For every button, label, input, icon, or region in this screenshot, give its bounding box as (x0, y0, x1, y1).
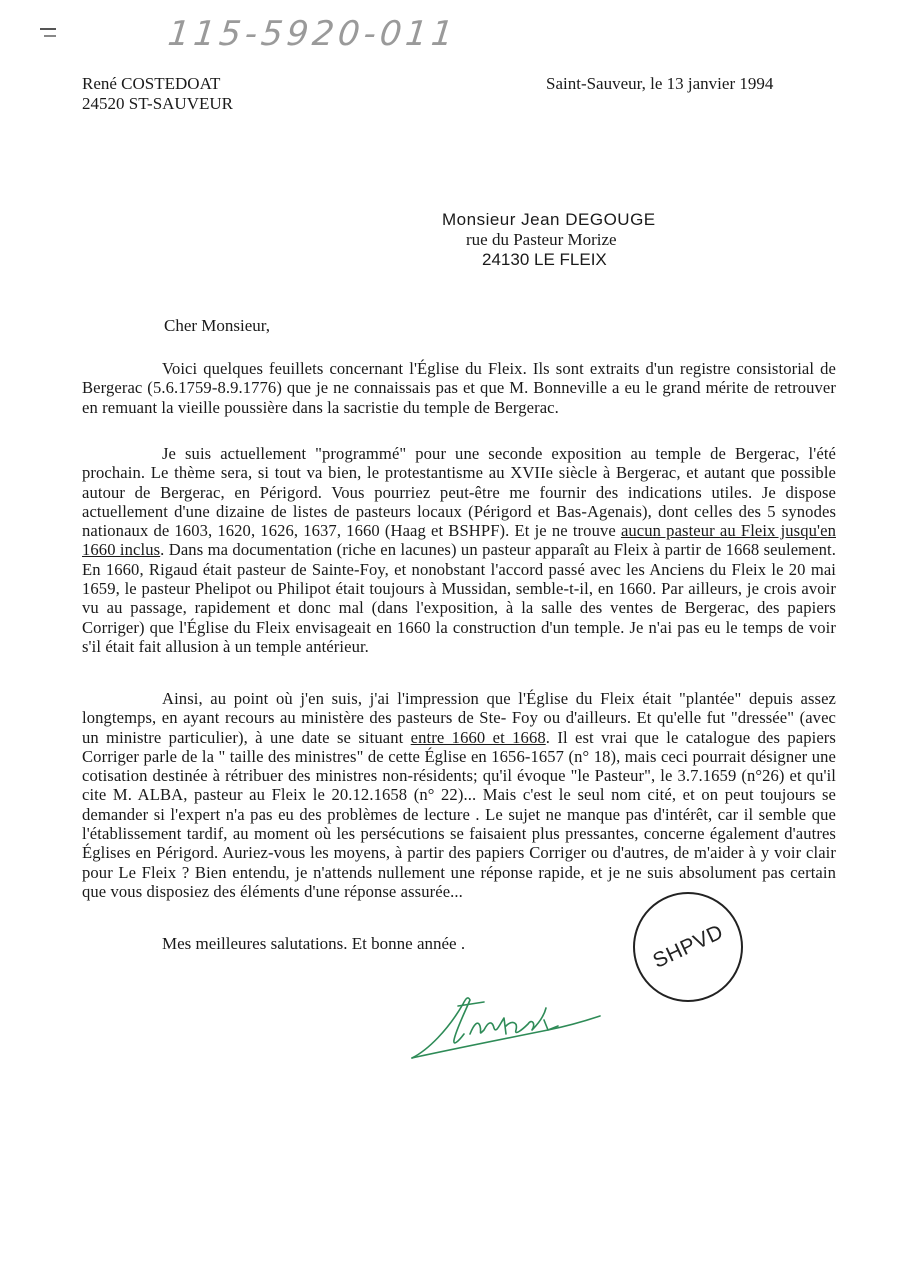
paragraph-text: Je suis actuellement "programmé" pour une seconde exposition au temple de Bergerac, l'été prochain. Le thème sera, si tout va bien, le protestantisme au XVIIe siècle à Bergerac, et autant que possible autour de Bergerac, en Périgord. Vous pourriez peut-être me fournir des indications utiles. Je dispose actuellement d'une dizaine de listes de pasteurs locaux (Périgord et Bas-Agenais), dont celles des 5 synodes nationaux de 1603, 1620, 1626, 1637, 1660 (Haag et BSHPF). Et je ne trouve (82, 444, 836, 541)
sender-address: 24520 ST-SAUVEUR (82, 94, 233, 113)
handwritten-signature (408, 990, 608, 1070)
paragraph-text: . Il est vrai que le catalogue des papiers Corriger parle de la " taille des ministres" de cette Église en 1656-1657 (n° 18), mais ceci pourrait désigner une cotisation destinée à rétribuer des ministres non-résidents; qu'il évoque "le Pasteur", le 3.7.1659 (n°26) et qu'il cite M. ALBA, pasteur au Fleix le 20.12.1658 (n° 22)... Mais c'est le seul nom cité, et on peut toujours se demander si l'expert n'a pas eu des problèmes de lecture . Le sujet ne manque pas d'intérêt, car il semble que l'établissement tardif, au moment où les persécutions se faisaient plus pressantes, concerne également d'autres Églises en Périgord. Auriez-vous les moyens, à partir des papiers Corriger ou d'autres, de m'aider à y voir clair pour Le Fleix ? Bien entendu, je n'attends nullement une réponse rapide, et je ne suis absolument pas certain que vous disposiez des éléments d'une réponse assurée... (82, 727, 836, 901)
pencil-mark (44, 35, 56, 37)
paragraph-text: Voici quelques feuillets concernant l'Église du Fleix. Ils sont extraits d'un registre consistorial de Bergerac (5.6.1759-8.9.1776) que je ne connaissais pas et que M. Bonneville a eu le grand mérite de retrouver en remuant la vieille poussière dans la sacristie du temple de Bergerac. (82, 359, 836, 417)
date-line: Saint-Sauveur, le 13 janvier 1994 (546, 74, 774, 93)
closing-line: Mes meilleures salutations. Et bonne année . (162, 934, 466, 953)
recipient-city: 24130 LE FLEIX (482, 250, 607, 269)
letter-paragraph (82, 359, 836, 417)
recipient-name: Monsieur Jean DEGOUGE (442, 210, 656, 229)
letter-paragraph (82, 689, 836, 901)
letter-paragraph (82, 444, 836, 656)
sender-name: René COSTEDOAT (82, 74, 221, 93)
salutation: Cher Monsieur, (164, 316, 271, 335)
recipient-street: rue du Pasteur Morize (466, 230, 617, 249)
pencil-mark (40, 28, 56, 30)
handwritten-reference: 115-5920-011 (165, 14, 459, 54)
underlined-text: aucun pasteur au Fleix jusqu'en 1660 inclus (82, 521, 836, 560)
underlined-text: entre 1660 et 1668 (410, 727, 546, 747)
paragraph-text: Ainsi, au point où j'en suis, j'ai l'impression que l'Église du Fleix était "plantée" depuis assez longtemps, en ayant recours au ministère des pasteurs de Ste- Foy ou d'ailleurs. Et qu'elle fut "dressée" (avec un ministre particulier), à une date se situant (82, 689, 836, 747)
stamp-text: SHPVD (648, 920, 727, 973)
sender-block (82, 74, 233, 114)
paragraph-text: . Dans ma documentation (riche en lacunes) un pasteur apparaît au Fleix à partir de 1668 seulement. En 1660, Rigaud était pasteur de Sainte-Foy, et nonobstant l'accord passé avec les Anciens du Fleix le 20 mai 1659, le pasteur Phelipot ou Philipot était toujours à Mussidan, semble-t-il, en 1660. Par ailleurs, je crois avoir vu au passage, rapidement et donc mal (dans l'exposition, à la salle des ventes de Bergerac, des papiers Corriger) que l'Église du Fleix envisageait en 1660 la construction d'un temple. Je n'ai pas eu le temps de voir s'il était fait allusion à un temple antérieur. (82, 540, 836, 656)
shpvd-stamp (633, 892, 743, 1002)
recipient-block (442, 210, 656, 270)
